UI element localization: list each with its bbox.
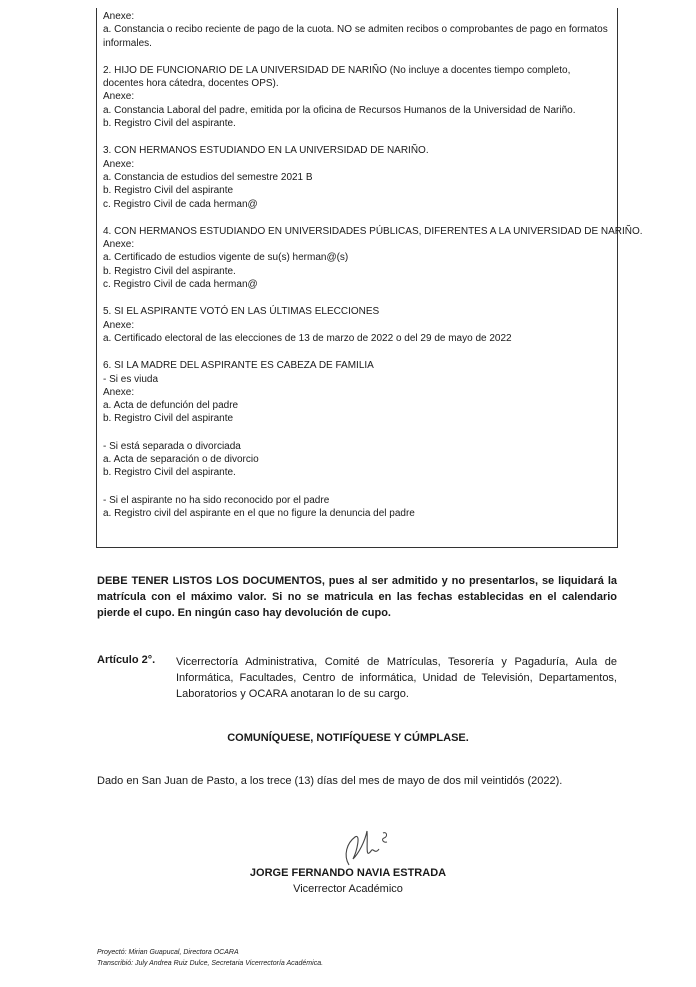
signer-role: Vicerrector Académico (293, 883, 403, 895)
text-line: a. Certificado electoral de las elecciones de 13 de marzo de 2022 o del 29 de mayo de 2022 (103, 332, 512, 344)
text-line: a. Constancia de estudios del semestre 2021 B (103, 171, 313, 183)
footer-transcribio: Transcribió: July Andrea Ruiz Dulce, Secretaria Vicerrectoría Académica. (97, 960, 324, 967)
text-line: a. Constancia Laboral del padre, emitida por la oficina de Recursos Humanos de la Universidad de Nariño. (103, 104, 576, 116)
text-line: Anexe: (103, 386, 135, 398)
text-line: a. Acta de defunción del padre (103, 400, 239, 412)
text-line: c. Registro Civil de cada herman@ (103, 198, 258, 210)
section-heading: 4. CON HERMANOS ESTUDIANDO EN UNIVERSIDADES PÚBLICAS, DIFERENTES A LA UNIVERSIDAD DE NARIÑO. (103, 225, 643, 237)
section-heading: 2. HIJO DE FUNCIONARIO DE LA UNIVERSIDAD DE NARIÑO (No incluye a docentes tiempo completo, docentes hora cátedra, docentes OPS). (103, 64, 571, 90)
text-line: Anexe: (103, 319, 135, 331)
text-line: a. Certificado de estudios vigente de su(s) herman@(s) (103, 252, 349, 264)
footer-proyecto: Proyectó: Mirian Guapucal, Directora OCARA (97, 949, 239, 956)
text-line: b. Registro Civil del aspirante (103, 185, 234, 197)
text-line: b. Registro Civil del aspirante. (103, 467, 236, 479)
text-line: b. Registro Civil del aspirante. (103, 265, 236, 277)
text-line: c. Registro Civil de cada herman@ (103, 279, 258, 291)
closing-formula: COMUNÍQUESE, NOTIFÍQUESE Y CÚMPLASE. (227, 732, 469, 744)
text-line: Anexe: (103, 158, 135, 170)
text-line: Anexe: (103, 239, 135, 251)
section-heading: 6. SI LA MADRE DEL ASPIRANTE ES CABEZA DE FAMILIA (103, 360, 374, 372)
article-label: Artículo 2°. (97, 654, 156, 666)
text-line: a. Acta de separación o de divorcio (103, 454, 259, 466)
section-heading: 3. CON HERMANOS ESTUDIANDO EN LA UNIVERSIDAD DE NARIÑO. (103, 145, 429, 157)
signer-name: JORGE FERNANDO NAVIA ESTRADA (249, 867, 447, 879)
section-heading: 5. SI EL ASPIRANTE VOTÓ EN LAS ÚLTIMAS ELECCIONES (103, 306, 380, 318)
date-place-line: Dado en San Juan de Pasto, a los trece (13) días del mes de mayo de dos mil veintidós (2022). (97, 775, 563, 787)
text-line: a. Registro civil del aspirante en el que no figure la denuncia del padre (103, 507, 415, 519)
documents-notice: DEBE TENER LISTOS LOS DOCUMENTOS, pues al ser admitido y no presentarlos, se liquidará la matrícula con el máximo valor. Si no se matricula en las fechas establecidas en el calendario pierde el cupo. En ningún caso hay devolución de cupo. (97, 575, 617, 619)
article-text: Vicerrectoría Administrativa, Comité de Matrículas, Tesorería y Pagaduría, Aula de Informática, Facultades, Centro de informática, Unidad de Televisión, Departamentos, Laboratorios y OCARA anotaran lo de su cargo. (176, 656, 617, 700)
text-line: - Si es viuda (103, 373, 159, 385)
text-line: b. Registro Civil del aspirante (103, 413, 234, 425)
text-line: Anexe: (103, 91, 135, 103)
text-line: - Si está separada o divorciada (103, 440, 241, 452)
text-line: Anexe: (103, 11, 135, 22)
text-line: b. Registro Civil del aspirante. (103, 118, 236, 130)
text-line: a. Constancia o recibo reciente de pago de la cuota. NO se admiten recibos o comprobantes de pago en formatos informales. (103, 24, 608, 49)
requirements-table-cell (96, 8, 643, 548)
text-line: - Si el aspirante no ha sido reconocido por el padre (103, 494, 330, 506)
